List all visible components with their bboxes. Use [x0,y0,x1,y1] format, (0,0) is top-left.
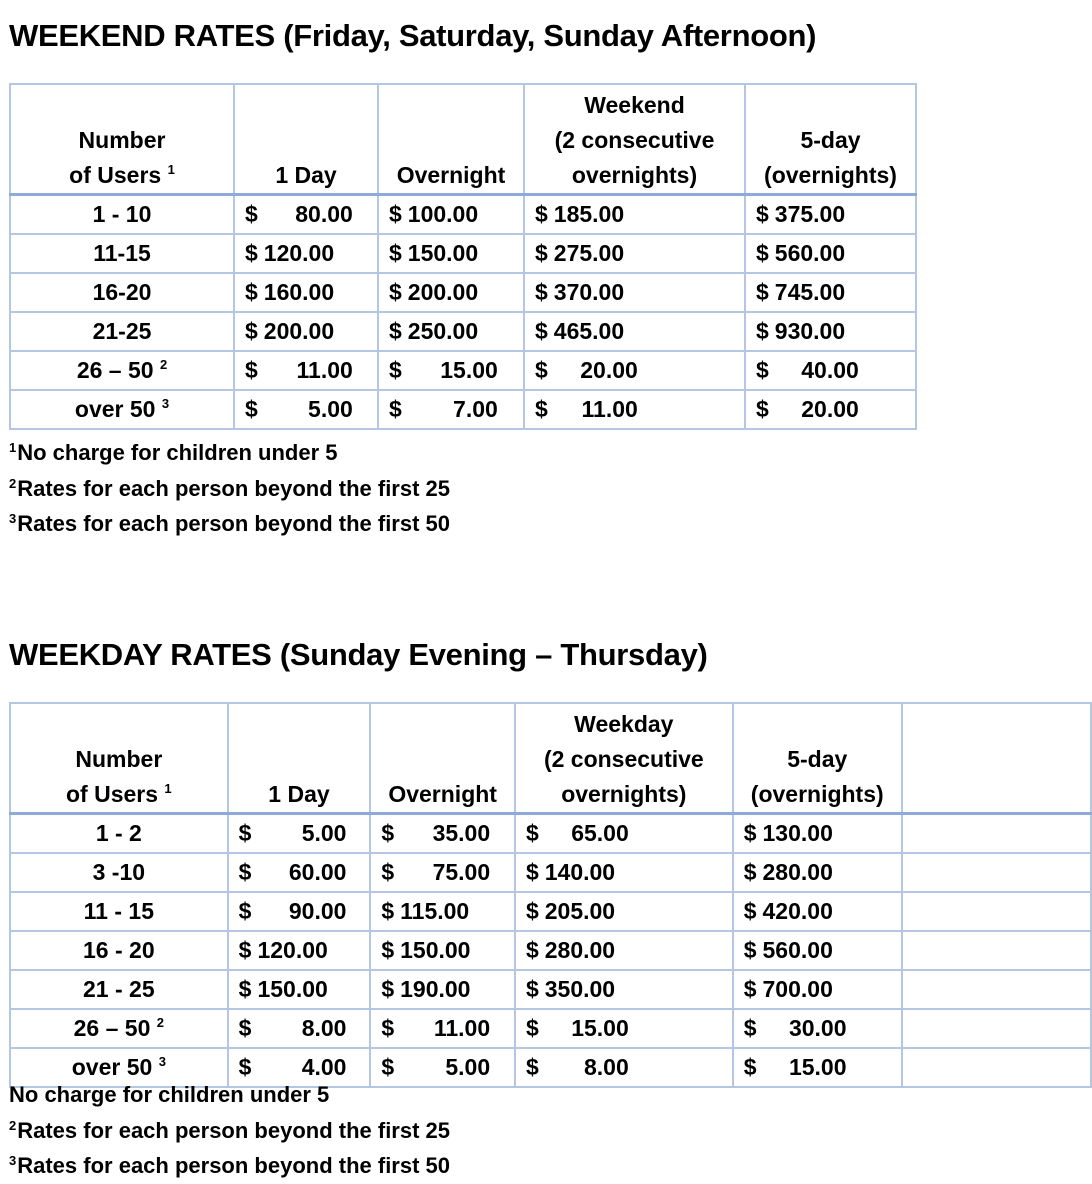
header-weekday-2-overnights [515,703,733,814]
table-row [10,814,1091,854]
cell-number-of-users [10,892,228,931]
cell-overnight-rate [370,892,515,931]
cell-pair-rate [524,351,745,390]
header-pair-line1: Weekend [584,92,685,118]
cell-number-of-users [10,970,228,1009]
weekday-rates-title: WEEKDAY RATES (Sunday Evening – Thursday) [9,637,708,672]
users-range: 16-20 [92,279,152,305]
currency-symbol: $ [238,859,252,885]
header-overnight-label: Overnight [388,781,497,807]
rate-amount: 275.00 [553,240,625,266]
header-five-line1: 5-day [787,746,848,772]
rate-amount: 75.00 [432,859,491,885]
rate-amount: 280.00 [762,859,833,885]
currency-symbol: $ [743,820,757,846]
footnote [9,1113,450,1149]
footnote [9,506,450,542]
footnote-marker: 2 [156,1015,165,1030]
table-row [10,234,916,273]
currency-symbol: $ [245,357,258,383]
currency-symbol: $ [743,1054,757,1080]
cell-empty [902,1048,1091,1087]
cell-number-of-users [10,931,228,970]
rate-amount: 11.00 [581,396,638,422]
currency-symbol: $ [381,976,395,1002]
table-row [10,273,916,312]
rate-amount: 120.00 [263,240,335,266]
header-users-line2: of Users [69,162,162,188]
weekday-rates-table [9,702,1092,1088]
weekday-footnotes [9,1077,450,1184]
table-row [10,351,916,390]
footnote-marker: 2 [159,357,168,372]
cell-day-rate [234,273,378,312]
footnote-text: Rates for each person beyond the first 50 [17,1153,451,1178]
footnote [9,435,450,471]
header-overnight-label: Overnight [396,162,506,188]
table-row [10,195,916,235]
currency-symbol: $ [535,279,548,305]
header-users-line1: Number [75,746,163,772]
cell-empty [902,892,1091,931]
currency-symbol: $ [535,318,548,344]
cell-overnight-rate [370,970,515,1009]
cell-overnight-rate [378,195,524,235]
rate-amount: 60.00 [288,859,347,885]
currency-symbol: $ [525,937,539,963]
header-users-line2: of Users [65,781,159,807]
cell-number-of-users [10,1009,228,1048]
users-range: 21-25 [92,318,152,344]
footnote-marker: 2 [9,475,17,491]
currency-symbol: $ [756,396,769,422]
rate-amount: 15.00 [571,1015,629,1041]
currency-symbol: $ [535,357,548,383]
rate-amount: 205.00 [544,898,616,924]
weekend-rates-table [9,83,917,430]
footnote-marker: 3 [158,1054,166,1069]
cell-five-rate [733,1048,902,1087]
rate-amount: 700.00 [762,976,833,1002]
table-row [10,390,916,429]
cell-overnight-rate [370,1009,515,1048]
cell-pair-rate [515,853,733,892]
cell-number-of-users [10,814,228,854]
currency-symbol: $ [381,1054,395,1080]
cell-day-rate [228,892,371,931]
currency-symbol: $ [389,357,402,383]
rate-amount: 100.00 [407,201,479,227]
footnote [9,1077,450,1113]
rate-amount: 40.00 [801,357,859,383]
header-overnight [378,84,524,195]
rate-amount: 745.00 [774,279,846,305]
rate-amount: 200.00 [407,279,479,305]
cell-number-of-users [10,195,234,235]
currency-symbol: $ [535,201,548,227]
cell-empty [902,1009,1091,1048]
users-range: 11 - 15 [83,898,154,924]
table-row [10,1009,1091,1048]
cell-pair-rate [524,273,745,312]
footnote-text: No charge for children under 5 [17,440,338,465]
cell-day-rate [234,312,378,351]
header-pair-line2: (2 consecutive [543,746,704,772]
cell-pair-rate [515,970,733,1009]
header-number-of-users [10,703,228,814]
cell-five-rate [733,814,902,854]
currency-symbol: $ [238,976,252,1002]
header-pair-line2: (2 consecutive [554,127,715,153]
header-1-day [228,703,371,814]
table-row [10,931,1091,970]
users-range: 16 - 20 [83,937,155,963]
rate-amount: 5.00 [445,1054,491,1080]
cell-number-of-users [10,312,234,351]
rate-amount: 150.00 [257,976,328,1002]
cell-pair-rate [515,1048,733,1087]
currency-symbol: $ [525,820,539,846]
cell-overnight-rate [378,390,524,429]
currency-symbol: $ [245,279,258,305]
header-five-line2: (overnights) [764,162,897,188]
cell-empty [902,814,1091,854]
header-pair-line1: Weekday [574,711,674,737]
users-range: 21 - 25 [83,976,155,1002]
currency-symbol: $ [389,201,402,227]
rate-amount: 140.00 [544,859,616,885]
rate-amount: 65.00 [571,820,629,846]
currency-symbol: $ [525,859,539,885]
currency-symbol: $ [535,396,548,422]
cell-five-rate [745,273,916,312]
rate-amount: 190.00 [400,976,471,1002]
users-range: over 50 [71,1054,153,1080]
rate-amount: 560.00 [762,937,833,963]
currency-symbol: $ [525,1054,539,1080]
currency-symbol: $ [245,201,258,227]
rate-amount: 8.00 [583,1054,629,1080]
currency-symbol: $ [389,279,402,305]
cell-pair-rate [524,312,745,351]
cell-five-rate [733,853,902,892]
currency-symbol: $ [756,201,769,227]
users-range: 26 – 50 [73,1015,151,1041]
cell-overnight-rate [370,931,515,970]
footnote-text: No charge for children under 5 [9,1082,330,1107]
rate-amount: 120.00 [257,937,328,963]
header-weekend-2-overnights [524,84,745,195]
rate-amount: 115.00 [400,898,470,924]
header-number-of-users [10,84,234,195]
rate-amount: 930.00 [774,318,846,344]
currency-symbol: $ [756,357,769,383]
currency-symbol: $ [238,820,252,846]
footnote [9,471,450,507]
header-day-label: 1 Day [268,781,330,807]
users-range: 3 -10 [92,859,146,885]
currency-symbol: $ [238,937,252,963]
rate-amount: 15.00 [788,1054,847,1080]
users-range: 11-15 [93,240,151,266]
rate-amount: 465.00 [553,318,625,344]
header-1-day [234,84,378,195]
header-empty-column [902,703,1091,814]
cell-number-of-users [10,390,234,429]
currency-symbol: $ [238,898,252,924]
currency-symbol: $ [756,318,769,344]
cell-overnight-rate [378,351,524,390]
rate-amount: 20.00 [580,357,638,383]
currency-symbol: $ [525,898,539,924]
rate-amount: 11.00 [433,1015,491,1041]
currency-symbol: $ [245,396,258,422]
cell-pair-rate [515,1009,733,1048]
header-overnight [370,703,515,814]
currency-symbol: $ [381,820,395,846]
currency-symbol: $ [525,976,539,1002]
currency-symbol: $ [743,937,757,963]
header-users-line1: Number [78,127,166,153]
currency-symbol: $ [756,240,769,266]
cell-five-rate [745,390,916,429]
rate-amount: 280.00 [544,937,616,963]
cell-day-rate [234,351,378,390]
footnote-marker: 3 [161,396,170,411]
footnote-marker: 1 [164,781,172,796]
currency-symbol: $ [389,318,402,344]
rate-amount: 350.00 [544,976,616,1002]
rate-amount: 150.00 [407,240,479,266]
header-day-label: 1 Day [275,162,337,188]
currency-symbol: $ [381,859,395,885]
cell-five-rate [745,351,916,390]
cell-pair-rate [515,814,733,854]
cell-pair-rate [515,931,733,970]
currency-symbol: $ [381,1015,395,1041]
cell-pair-rate [524,390,745,429]
cell-number-of-users [10,234,234,273]
users-range: 26 – 50 [76,357,154,383]
cell-pair-rate [524,234,745,273]
rate-amount: 80.00 [295,201,353,227]
currency-symbol: $ [381,937,395,963]
cell-overnight-rate [370,853,515,892]
header-five-line1: 5-day [800,127,861,153]
footnote-text: Rates for each person beyond the first 25 [17,1117,451,1143]
header-5-day [733,703,902,814]
cell-empty [902,970,1091,1009]
rate-amount: 11.00 [296,357,353,383]
rate-amount: 8.00 [301,1015,347,1041]
rate-amount: 375.00 [774,201,846,227]
cell-pair-rate [524,195,745,235]
header-pair-line3: overnights) [561,781,687,807]
cell-overnight-rate [378,273,524,312]
rate-amount: 250.00 [407,318,479,344]
header-five-line2: (overnights) [750,781,884,807]
rate-amount: 130.00 [762,820,833,846]
currency-symbol: $ [389,240,402,266]
currency-symbol: $ [381,898,395,924]
users-range: 1 - 10 [92,201,152,227]
footnote [9,1148,450,1184]
weekend-footnotes [9,435,450,542]
cell-day-rate [228,853,371,892]
cell-day-rate [234,390,378,429]
cell-overnight-rate [378,234,524,273]
footnote-text: Rates for each person beyond the first 50 [17,511,451,536]
cell-empty [902,931,1091,970]
header-pair-line3: overnights) [571,162,698,188]
cell-five-rate [733,892,902,931]
cell-pair-rate [515,892,733,931]
cell-five-rate [745,195,916,235]
users-range: over 50 [74,396,156,422]
cell-day-rate [228,1009,371,1048]
cell-number-of-users [10,351,234,390]
table-row [10,853,1091,892]
cell-five-rate [733,931,902,970]
currency-symbol: $ [743,859,757,885]
currency-symbol: $ [238,1054,252,1080]
header-row [10,703,1091,814]
users-range: 1 - 2 [95,820,142,846]
currency-symbol: $ [743,976,757,1002]
rate-amount: 370.00 [553,279,625,305]
rate-amount: 560.00 [774,240,846,266]
cell-day-rate [228,970,371,1009]
footnote-marker: 1 [167,162,175,177]
cell-five-rate [733,1009,902,1048]
cell-day-rate [234,195,378,235]
rate-amount: 4.00 [301,1054,347,1080]
currency-symbol: $ [389,396,402,422]
rate-amount: 200.00 [263,318,335,344]
rate-amount: 420.00 [762,898,833,924]
currency-symbol: $ [238,1015,252,1041]
cell-number-of-users [10,273,234,312]
cell-overnight-rate [378,312,524,351]
currency-symbol: $ [535,240,548,266]
cell-five-rate [745,312,916,351]
header-row [10,84,916,195]
rate-amount: 20.00 [801,396,859,422]
cell-day-rate [228,814,371,854]
footnote-marker: 3 [9,1153,17,1168]
table-row [10,892,1091,931]
table-row [10,312,916,351]
footnote-marker: 3 [9,511,17,526]
rate-amount: 90.00 [288,898,347,924]
rate-amount: 5.00 [308,396,353,422]
footnote-text: Rates for each person beyond the first 25 [17,475,451,501]
footnote-marker: 2 [9,1117,17,1133]
rate-amount: 185.00 [553,201,625,227]
rate-amount: 35.00 [432,820,491,846]
header-5-day [745,84,916,195]
cell-five-rate [745,234,916,273]
currency-symbol: $ [756,279,769,305]
cell-day-rate [228,931,371,970]
rate-amount: 160.00 [263,279,335,305]
rate-amount: 150.00 [400,937,471,963]
cell-empty [902,853,1091,892]
currency-symbol: $ [743,1015,757,1041]
currency-symbol: $ [525,1015,539,1041]
weekend-rates-title: WEEKEND RATES (Friday, Saturday, Sunday Afternoon) [9,18,817,53]
rate-amount: 15.00 [440,357,498,383]
cell-five-rate [733,970,902,1009]
footnote-marker: 1 [9,440,17,455]
currency-symbol: $ [245,240,258,266]
currency-symbol: $ [743,898,757,924]
cell-number-of-users [10,853,228,892]
rate-amount: 30.00 [788,1015,847,1041]
currency-symbol: $ [245,318,258,344]
rate-amount: 5.00 [301,820,347,846]
cell-overnight-rate [370,814,515,854]
table-row [10,970,1091,1009]
rate-amount: 7.00 [453,396,498,422]
cell-day-rate [234,234,378,273]
